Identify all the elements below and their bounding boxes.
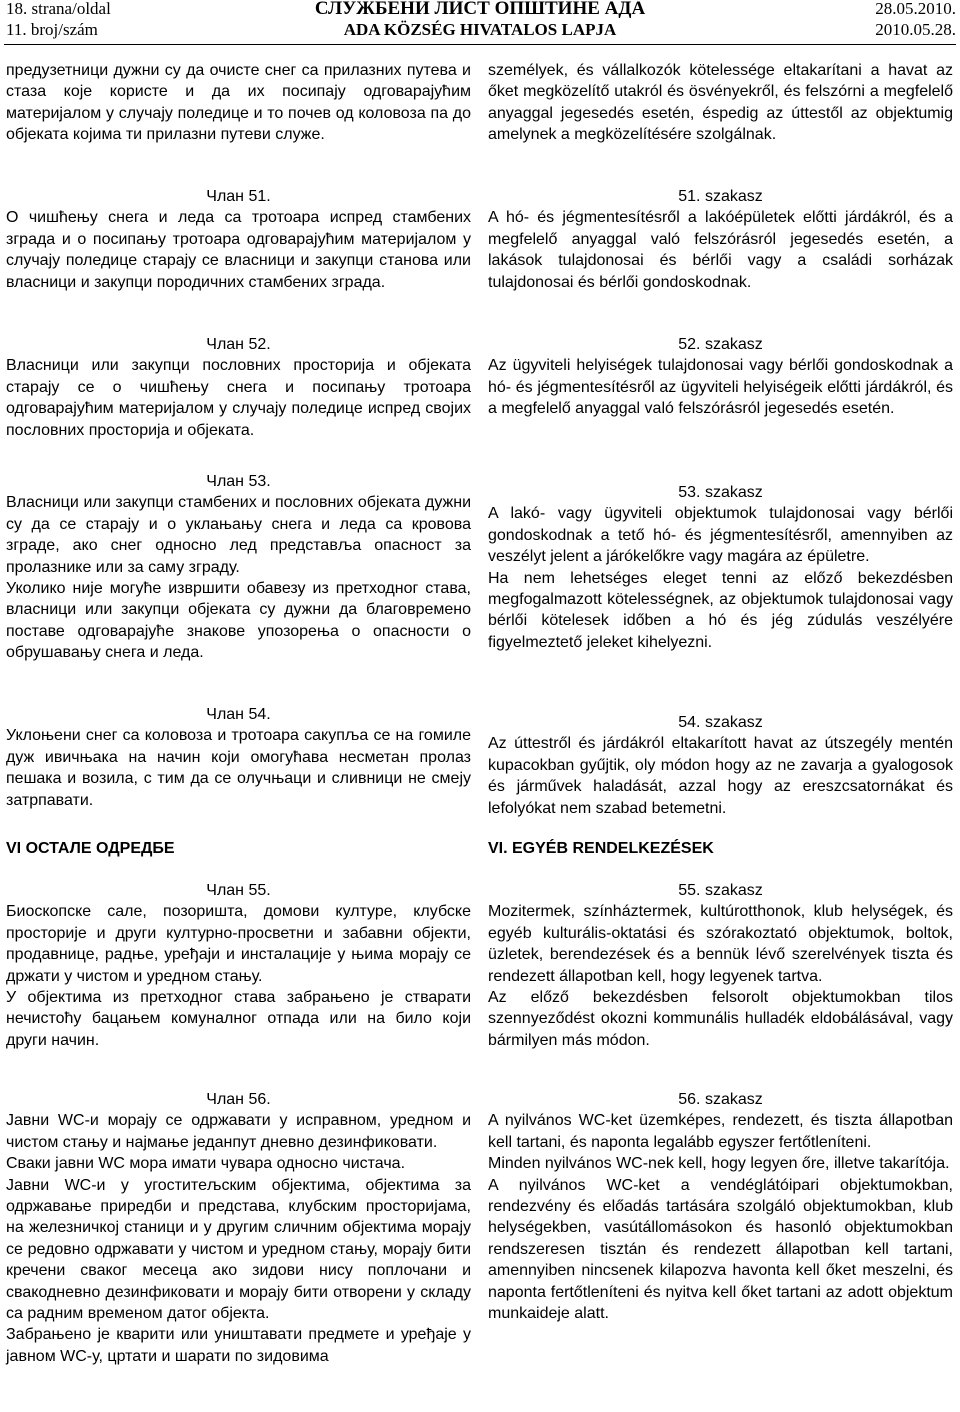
section-heading xyxy=(6,838,471,859)
paragraph: Az ügyviteli helyiségek tulajdonosai vagy bérlői gondoskodnak a hó- és jégmentesítésről az ügyviteli helyiségeik előtti járdákról, és a megfelelő anyaggal való felszórásról jegesedés esetén. xyxy=(488,357,953,418)
paragraph: Ha nem lehetséges eleget tenni az előző bekezdésben megfogalmazott kötelességnek, az objektumok tulajdonosai vagy bérlői kötelesek időben a hó és jég zúdulás veszélyére figyelmeztető jeleket kihelyezni. xyxy=(488,569,953,651)
date-hungarian: 2010.05.28. xyxy=(875,20,956,39)
paragraph: Биоскопске сале, позоришта, домови културе, клубске просторије и други културно-просветни и забавни објекти, продавнице, радње, уређаји и инсталације у њима морају се држати у чистом и уредном стању. xyxy=(6,903,471,985)
header-divider xyxy=(4,44,956,45)
article-heading: Члан 52. xyxy=(206,336,271,353)
article-53 xyxy=(488,482,953,653)
article-heading: Члан 51. xyxy=(206,188,271,205)
paragraph: Az előző bekezdésben felsorolt objektumokban tilos szennyeződést okozni kommunális hulladék eldobálásával, vagy bármilyen más módon. xyxy=(488,989,953,1049)
paragraph: Сваки јавни WC мора имати чувара односно чистача. xyxy=(6,1155,406,1173)
article-53 xyxy=(6,471,471,664)
paragraph: Власници или закупци стамбених и пословних објеката дужни су да се старају и о уклањању снега и леда са кровова зграде, ако снег односно лед представља опасност за пролазнике или за саму зграду. xyxy=(6,494,471,576)
paragraph: Уклоњени снег са коловоза и тротоара сакупља се на гомиле дуж ивичњака на начин који омогућава несметан пролаз пешака и возила, с тим да се олучњаци и сливници не смеју затрпавати. xyxy=(6,727,471,809)
paragraph: предузетници дужни су да очисте снег са прилазних путева и стаза које користе и да их посипају одговарајућим материјалом у случају поледице и то почев од коловоза па до објеката којима ти прилазни путеви служе. xyxy=(6,62,471,144)
paragraph: A nyilvános WC-ket a vendéglátóipari objektumokban, rendezvény és előadás tartására szolgáló objektumokban, klub helységekben, vasútállomásokon és hasonló objektumokban rendszeresen tisztán és rendezett állapotban kell tartani, amennyiben nincsenek kilapozva havonta kell őket meszelni, és naponta fertőtleníteni és nyitva kell őket tartani az adott objektum munkaideje alatt. xyxy=(488,1176,953,1323)
paragraph: személyek, és vállalkozók kötelessége eltakarítani a havat az őket megközelítő utakról és ösvényekről, és felszórni a megfelelő anyaggal jegesedés esetén, éspedig az úttestől az objektumig amelynek a megközelítésére szolgálnak. xyxy=(488,62,953,144)
article-heading: 53. szakasz xyxy=(678,484,763,501)
date-serbian: 28.05.2010. xyxy=(875,0,956,18)
paragraph: Забрањено је кварити или уништавати предмете и уређаје у јавном WC-у, цртати и шарати по зидовима xyxy=(6,1326,471,1365)
article-heading: 51. szakasz xyxy=(678,188,763,205)
paragraph: Уколико није могуће извршити обавезу из претходног става, власници или закупци објеката су дужни да благовремено поставе одговарајуће знакове упозорења о опасности о обрушавању снега и леда. xyxy=(6,580,471,662)
article-52 xyxy=(6,334,471,441)
article-55 xyxy=(6,880,471,1051)
section-title: VI ОСТАЛЕ ОДРЕДБЕ xyxy=(6,840,175,857)
article-51 xyxy=(488,186,953,293)
article-heading: Члан 55. xyxy=(206,882,271,899)
page-number: 18. strana/oldal xyxy=(6,0,111,18)
paragraph: Власници или закупци пословних просторија и објеката старају се о чишћењу снега и посипању тротоара одговарајућим материјалом у случају поледице испред својих пословних просторија и објеката. xyxy=(6,357,471,439)
intro-paragraph xyxy=(488,60,953,146)
paragraph: Mozitermek, színháztermek, kultúrotthonok, klub helységek, és egyéb kulturális-oktatási és szórakoztató objektumok, boltok, üzletek, berendezések és a bennük lévő szerelvények tiszta és rendezett állapotban kell, hogy legyenek tartva. xyxy=(488,903,953,985)
page-header xyxy=(0,0,960,46)
bulletin-title-serbian: СЛУЖБЕНИ ЛИСТ ОПШТИНЕ АДА xyxy=(314,0,646,19)
paragraph: A hó- és jégmentesítésről a lakóépületek előtti járdákról, és a megfelelő anyaggal való felszórásról jegesedés esetén, a lakások tulajdonosai és bérlői vagy a családi sorházak tulajdonosai és bérlői gondoskodnak. xyxy=(488,209,953,291)
section-heading xyxy=(488,838,953,859)
paragraph: Az úttestről és járdákról eltakarított havat az útszegély mentén kupacokban gyűjtik, oly módon hogy az ne zavarja a gyalogosok és járművek haladását, azzal hogy az ereszcsatornákat és lefolyókat nem szabad betemetni. xyxy=(488,735,953,817)
article-heading: Члан 54. xyxy=(206,706,271,723)
paragraph: A lakó- vagy ügyviteli objektumok tulajdonosai vagy bérlői gondoskodnak a tető hó- és jégmentesítésről, amennyiben az veszélyt jelent a járókelőkre vagy magára az épületre. xyxy=(488,505,953,566)
article-52 xyxy=(488,334,953,420)
article-56 xyxy=(488,1089,953,1324)
article-56 xyxy=(6,1089,471,1367)
bulletin-title-hungarian: ADA KÖZSÉG HIVATALOS LAPJA xyxy=(343,20,617,39)
article-55 xyxy=(488,880,953,1051)
article-54 xyxy=(488,712,953,819)
section-title: VI. EGYÉB RENDELKEZÉSEK xyxy=(488,840,714,857)
paragraph: О чишћењу снега и леда са тротоара испред стамбених зграда и о посипању тротоара одговарајућим материјалом у случају поледице старају се власници и закупци станова или власници и закупци породичних стамбених зграда. xyxy=(6,209,471,291)
article-heading: 54. szakasz xyxy=(678,714,763,731)
article-54 xyxy=(6,704,471,811)
paragraph: Minden nyilvános WC-nek kell, hogy legyen őre, illetve takarítója. xyxy=(488,1155,950,1173)
article-51 xyxy=(6,186,471,293)
paragraph: Јавни WC-и морају се одржавати у исправном, уредном и чистом стању и најмање једанпут дневно дезинфиковати. xyxy=(6,1112,471,1151)
article-heading: 55. szakasz xyxy=(678,882,763,899)
article-heading: Члан 56. xyxy=(206,1091,271,1108)
article-heading: Члан 53. xyxy=(206,473,271,490)
paragraph: A nyilvános WC-ket üzemképes, rendezett, és tiszta állapotban kell tartani, és naponta legalább egyszer fertőtleníteni. xyxy=(488,1112,953,1151)
issue-number: 11. broj/szám xyxy=(6,20,98,39)
article-heading: 52. szakasz xyxy=(678,336,763,353)
paragraph: Јавни WC-и у угоститељским објектима, објектима за одржавање приредби и представа, клубским просторијама, на железничкој станици и у другим сличним објектима морају се редовно одржавати у чистом и уредном стању, морају бити кречени сваког месеца ако зидови нису поплочани и свакодневно дезинфиковати и морају бити отворени у складу са радним временом датог објекта. xyxy=(6,1176,471,1323)
paragraph: У објектима из претходног става забрањено је стварати нечистоћу бацањем комуналног отпада или на било који други начин. xyxy=(6,989,471,1049)
intro-paragraph xyxy=(6,60,471,146)
article-heading: 56. szakasz xyxy=(678,1091,763,1108)
